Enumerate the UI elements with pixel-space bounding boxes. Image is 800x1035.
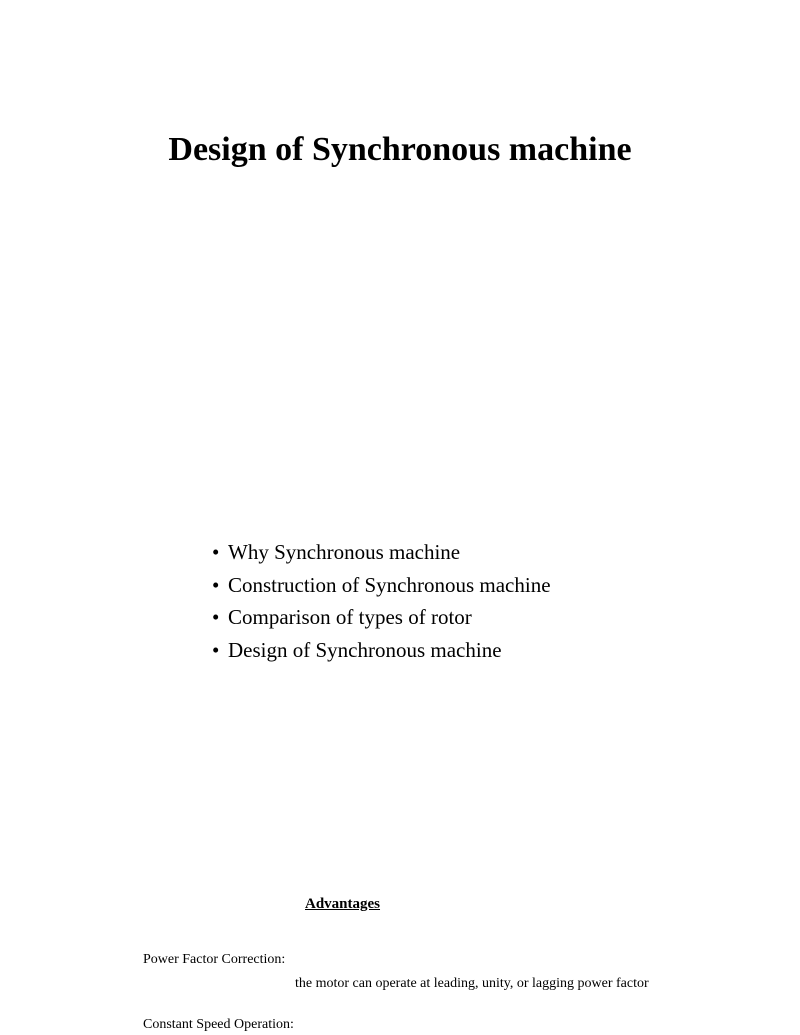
bullet-icon: • [212, 540, 220, 564]
list-item [212, 601, 551, 634]
list-item-text: Why Synchronous machine [228, 540, 461, 564]
list-item [212, 634, 551, 667]
bullet-icon: • [212, 572, 220, 597]
list-item [212, 536, 551, 569]
list-item-text: Design of Synchronous machine [228, 637, 502, 662]
document-title: Design of Synchronous machine [168, 131, 632, 168]
outline-list [212, 536, 551, 666]
bullet-icon: • [212, 605, 220, 629]
list-item [212, 569, 551, 602]
advantage-label-power-factor: Power Factor Correction: [143, 952, 286, 967]
list-item-text: Construction of Synchronous machine [228, 572, 551, 597]
bullet-icon: • [212, 637, 220, 662]
advantage-label-constant-speed: Constant Speed Operation: [143, 1017, 294, 1032]
list-item-text: Comparison of types of rotor [228, 605, 472, 629]
advantages-heading: Advantages [305, 896, 381, 912]
advantage-description-power-factor: the motor can operate at leading, unity, or lagging power factor [295, 976, 649, 991]
